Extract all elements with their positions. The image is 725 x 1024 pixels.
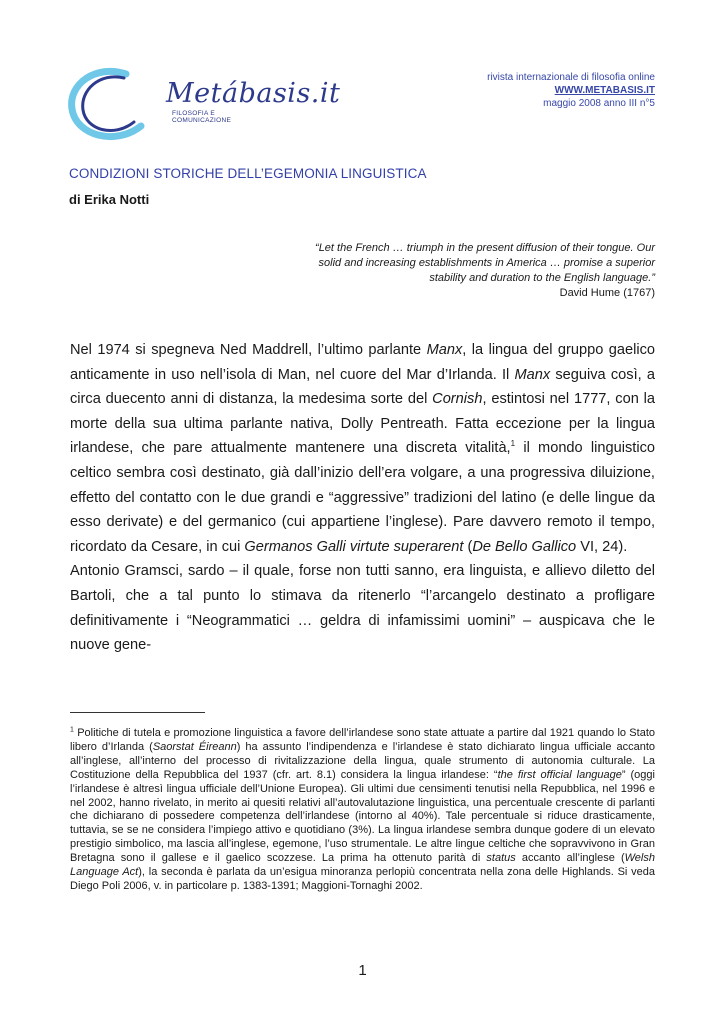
journal-issue: maggio 2008 anno III n°5 [543, 98, 655, 109]
epigraph-quote: “Let the French … triumph in the present diffusion of their tongue. Our solid and increasing establishments in America … promise a superior stability and duration to the English language.” [315, 242, 655, 284]
footnote-ref-1[interactable]: 1 [510, 439, 516, 449]
epigraph [295, 241, 655, 301]
epigraph-attribution: David Hume (1767) [559, 287, 655, 299]
logo-tagline: FILOSOFIA E COMUNICAZIONE [172, 110, 232, 124]
logo-swirl-icon [66, 64, 176, 144]
footnote-number: 1 [70, 726, 74, 734]
page-number: 1 [358, 962, 367, 979]
journal-name: rivista internazionale di filosofia online [487, 72, 655, 83]
journal-header [487, 71, 655, 110]
footnote-1: $^1$ Politiche di tutela e promozione linguistica a favore dell’irlandese sono state attuate a partire dal 1921 quando lo Stato libero d’Irlanda (Saorstat Éireann) ha assunto l’indipendenza e l’irlandese è stato dichiarato lingua ufficiale accanto all’inglese, all’interno del processo di rivitalizzazione della lingua, quale strumento di autonomia culturale. La Costituzione della Repubblica del 1937 (cfr. art. 8.1) considera la lingua irlandese: “the first official language” (oggi l’irlandese è altresì lingua ufficiale dell’Unione Europea). Gli ultimi due censimenti tenutisi nella Repubblica, nel 1996 e nel 2002, hanno rivelato, in merito ai quesiti relativi all’autovalutazione linguistica, una percentuale crescente di parlanti che dichiarano di possedere competenza dell’irlandese (intorno al 40%). Tale percentuale si riduce drasticamente, tuttavia, se se ne considera l’impiego attivo e quotidiano (3%). La lingua irlandese sembra dunque godere di un elevato prestigio simbolico, ma lascia all’inglese, egemone, l’uso strumentale. Le altre lingue celtiche che sopravvivono in Gran Bretagna sono il gallese e il gaelico scozzese. La prima ha ottenuto parità di status accanto all’inglese (Welsh Language Act), la seconda è parlata da un’esigua minoranza perlopiù concentrata nella zona delle Highlands. Si veda Diego Poli 2006, v. in particolare p. 1383-1391; Maggioni-Tornaghi 2002. [70, 726, 656, 892]
footnote-divider [70, 712, 205, 713]
journal-url-link[interactable]: WWW.METABASIS.IT [554, 85, 655, 96]
logo-brand: Metábasis.it [166, 78, 341, 109]
article-author: di Erika Notti [69, 192, 150, 207]
paragraph-1: Nel 1974 si spegneva Ned Maddrell, l’ultimo parlante Manx, la lingua del gruppo gaelico anticamente in uso nell’isola di Man, nel cuore del Mar d’Irlanda. Il Manx seguiva così, a circa duecento anni di distanza, la medesima sorte del Cornish, estintosi nel 1777, con la morte della sua ultima parlante nativa, Dolly Pentreath. Fatta eccezione per la lingua irlandese, che pare attualmente mantenere una discreta vitalità,$^1$ il mondo linguistico celtico sembra così destinato, già dall’inizio dell’era volgare, a una progressiva diluizione, effetto del contatto con le due grandi e “aggressive” tradizioni del latino (e delle lingue da esso derivate) e del germanico (cui appartiene l’inglese). Pare davvero remoto il tempo, ricordato da Cesare, in cui Germanos Galli virtute superarent (De Bello Gallico VI, 24). [70, 342, 656, 555]
article-body [70, 338, 655, 658]
article-title: CONDIZIONI STORICHE DELL’EGEMONIA LINGUISTICA [69, 166, 427, 181]
paragraph-2: Antonio Gramsci, sardo – il quale, forse non tutti sanno, era linguista, e allievo diletto del Bartoli, che a tal punto lo stimava da ritenerlo “l’arcangelo destinato a profligare definitivamente i “Neogrammatici … geldra di infamissimi uomini” – auspicava che le nuove gene- [70, 563, 655, 654]
metabasis-logo [66, 64, 341, 144]
